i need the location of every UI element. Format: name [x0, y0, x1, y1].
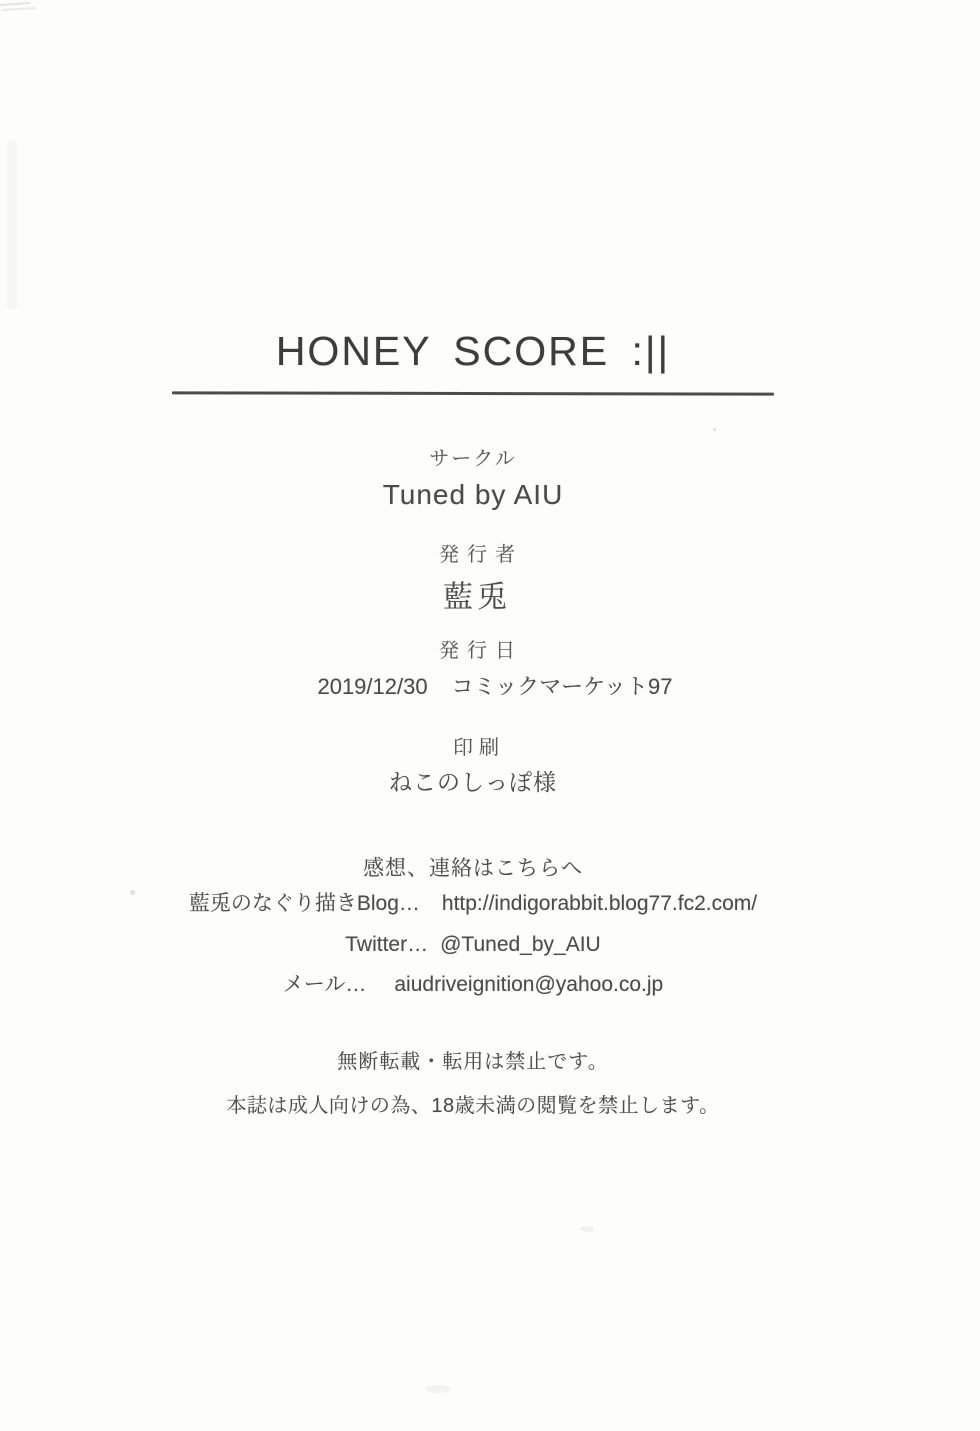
- scan-artifact-streak: [2, 7, 36, 11]
- doujin-title: HONEY SCORE :||: [275, 328, 671, 374]
- title-underline: [172, 391, 774, 395]
- scan-artifact-speck: [580, 1226, 594, 1232]
- publisher-section-label: 発行者: [439, 544, 523, 566]
- contact-heading: 感想、連絡はこちらへ: [363, 857, 583, 880]
- blog-url: http://indigorabbit.blog77.fc2.com/: [441, 892, 758, 915]
- notice-no-reproduction: 無断転載・転用は禁止です。: [337, 1051, 609, 1073]
- notice-adult-warning: 本誌は成人向けの為、18歳未満の閲覧を禁止します。: [226, 1095, 720, 1117]
- twitter-label: Twitter…: [345, 933, 429, 956]
- publisher-name: 藍兎: [443, 581, 511, 614]
- blog-row: [0, 891, 946, 916]
- scan-artifact-band: [7, 140, 17, 310]
- scan-artifact-streak: [0, 2, 30, 6]
- blog-label: 藍兎のなぐり描きBlog…: [188, 892, 420, 915]
- circle-section-label: サークル: [429, 448, 517, 470]
- scan-artifact-speck: [713, 428, 716, 431]
- printer-section-label: 印刷: [453, 737, 505, 759]
- twitter-handle: @Tuned_by_AIU: [440, 933, 601, 956]
- circle-name: Tuned by AIU: [382, 479, 564, 510]
- publication-date-row: [22, 674, 968, 700]
- mail-row: [0, 972, 946, 997]
- date-section-label: 発行日: [439, 640, 523, 662]
- mail-label: メール…: [282, 973, 367, 996]
- twitter-row: [0, 932, 946, 957]
- publication-date: 2019/12/30: [317, 674, 428, 699]
- event-name: コミックマーケット97: [451, 674, 673, 699]
- mail-address: aiudriveignition@yahoo.co.jp: [394, 973, 664, 996]
- printer-name: ねこのしっぽ様: [389, 769, 557, 795]
- scan-artifact-speck: [425, 1385, 451, 1393]
